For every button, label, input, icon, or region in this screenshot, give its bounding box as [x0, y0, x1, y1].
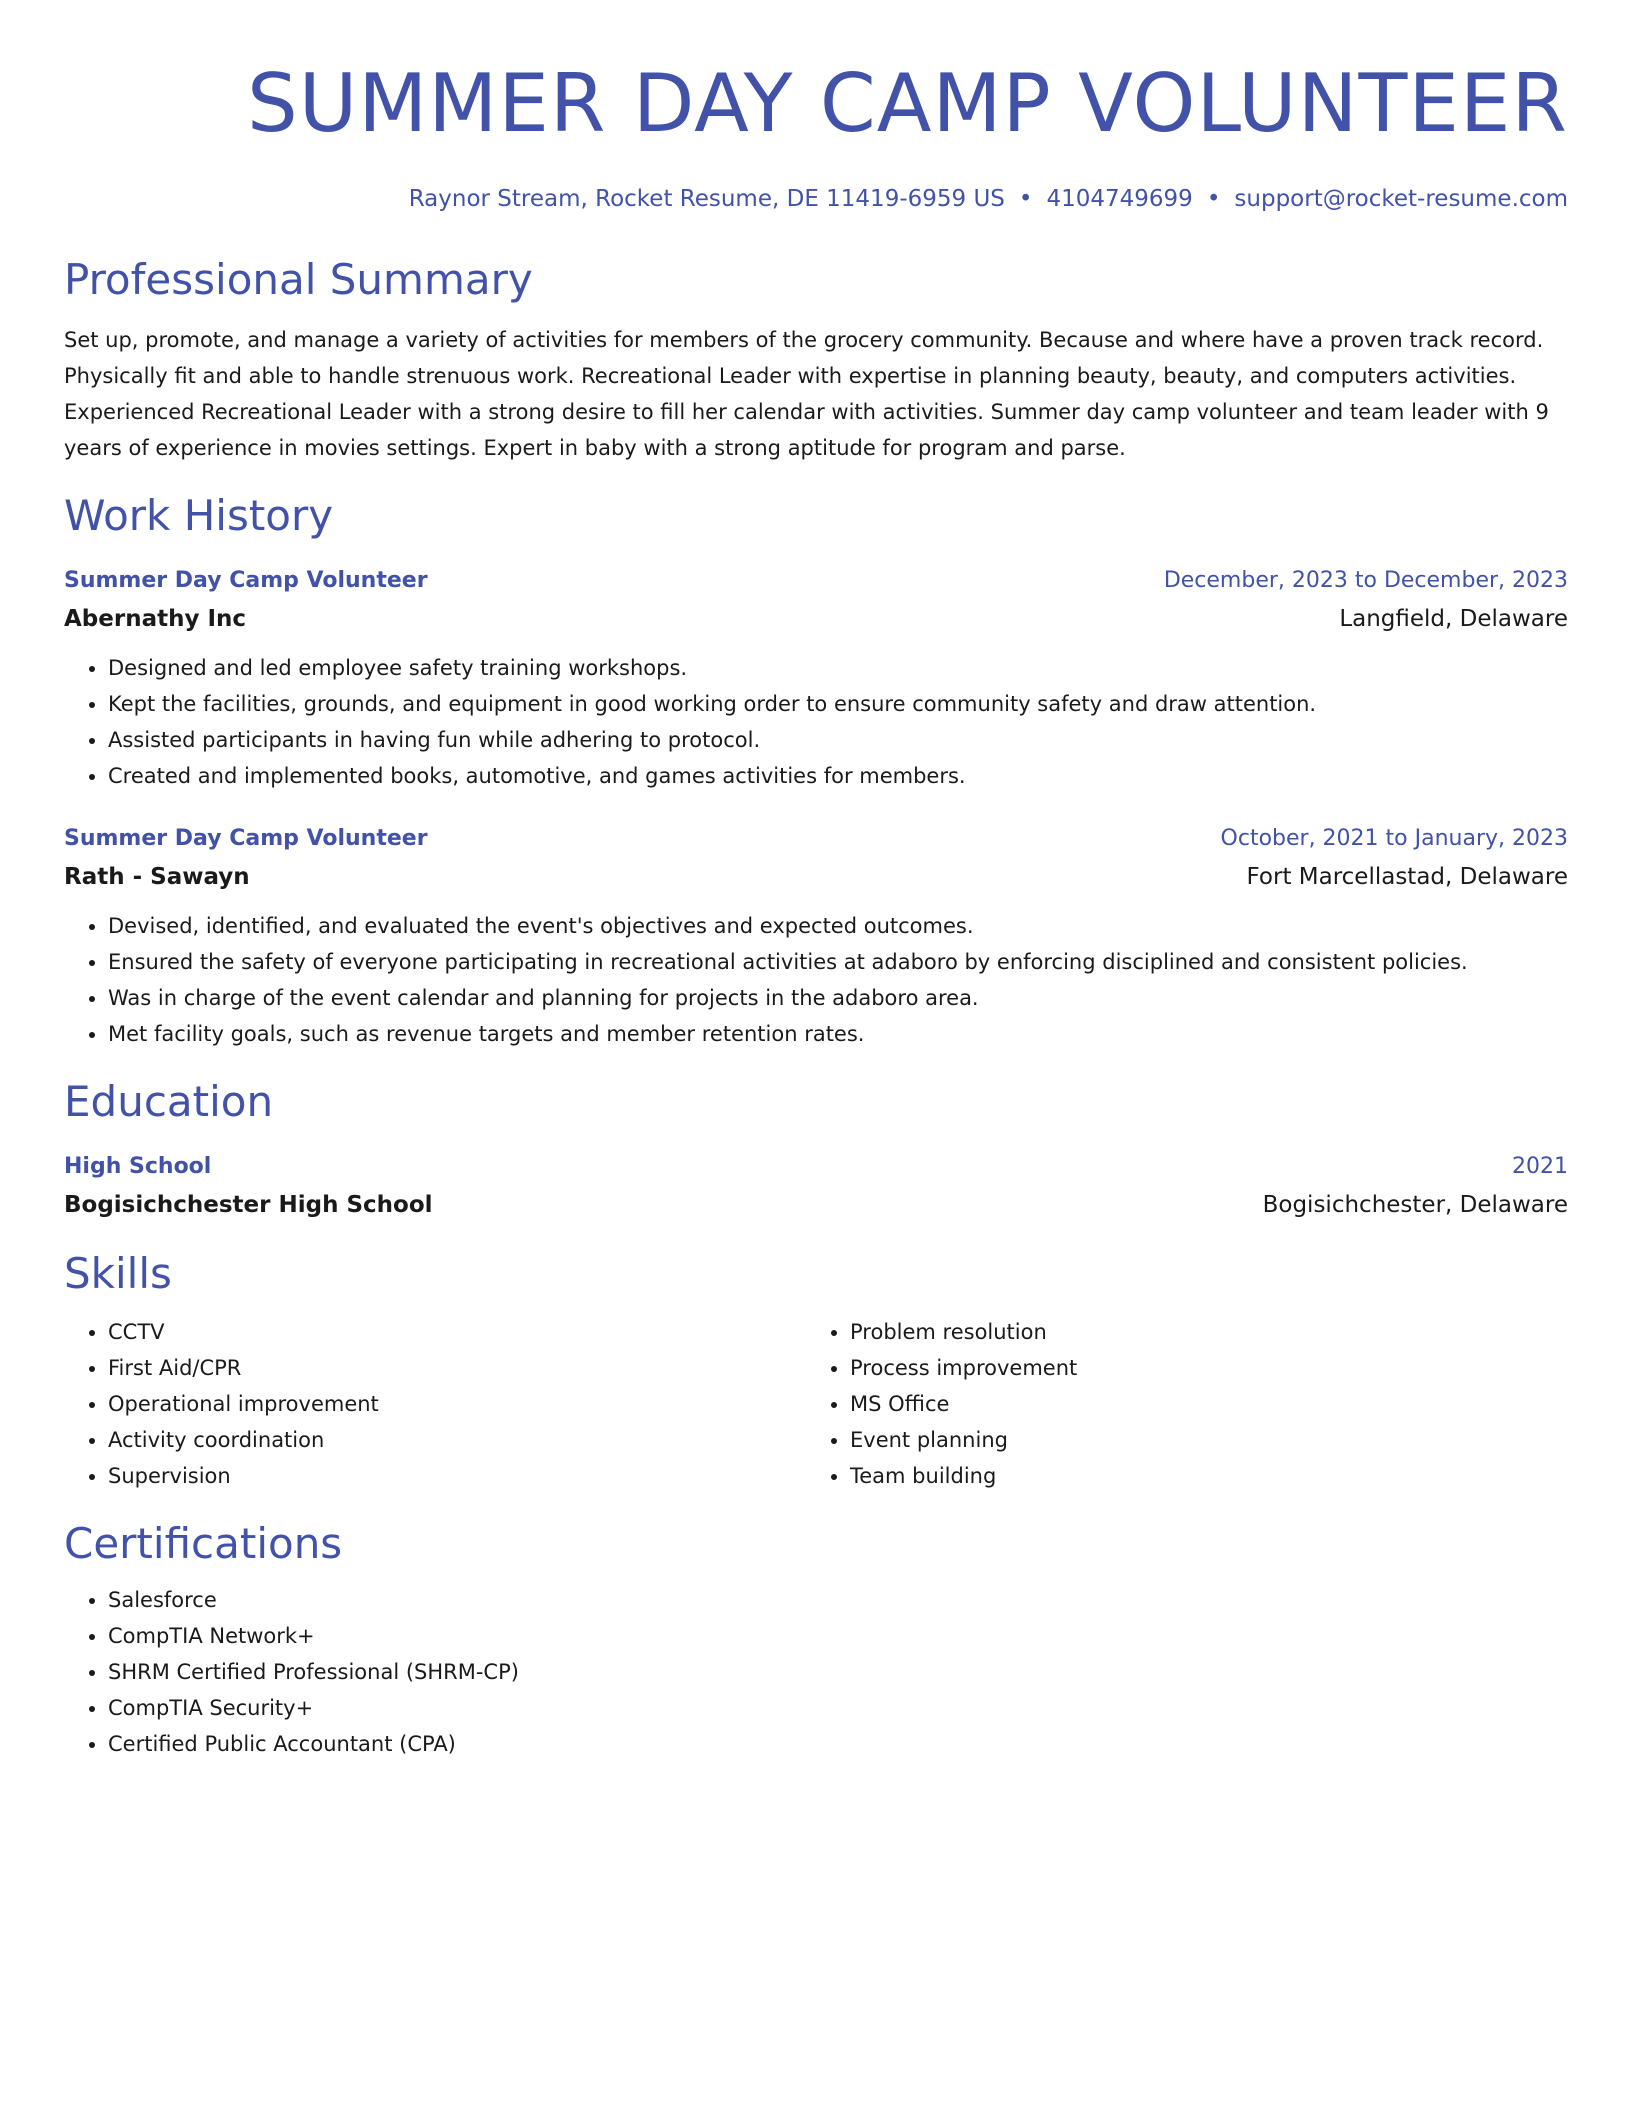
- certification-item: • SHRM Certified Professional (SHRM-CP): [108, 1654, 1568, 1690]
- job-bullets: [64, 908, 1568, 1052]
- education-degree: High School: [64, 1154, 212, 1179]
- contact-line: [64, 186, 1568, 212]
- job-entry: [64, 562, 1568, 794]
- skill-item: • Process improvement: [850, 1350, 1548, 1386]
- certifications-heading: Certifications: [64, 1519, 343, 1568]
- contact-separator: •: [1018, 186, 1033, 212]
- contact-email: support@rocket-resume.com: [1234, 186, 1568, 212]
- job-bullet: • Assisted participants in having fun while adhering to protocol.: [108, 722, 1568, 758]
- education-location: Bogisichchester, Delaware: [1262, 1192, 1568, 1218]
- job-dates: December, 2023 to December, 2023: [1163, 568, 1568, 593]
- skills-heading: Skills: [64, 1249, 172, 1298]
- job-bullet: • Devised, identified, and evaluated the event's objectives and expected outcomes.: [108, 908, 1568, 944]
- skill-item: • CCTV: [108, 1314, 806, 1350]
- skill-item: • Activity coordination: [108, 1422, 806, 1458]
- work-history-heading: Work History: [64, 491, 334, 540]
- job-bullet: • Was in charge of the event calendar and planning for projects in the adaboro area.: [108, 980, 1568, 1016]
- skills-columns: [64, 1314, 1568, 1494]
- skills-column-right: [806, 1314, 1548, 1494]
- skills-column-left: [64, 1314, 806, 1494]
- contact-phone: 4104749699: [1046, 186, 1193, 212]
- certification-item: • Certified Public Accountant (CPA): [108, 1726, 1568, 1762]
- job-entry: [64, 820, 1568, 1052]
- certifications-list: [64, 1582, 1568, 1762]
- skill-item: • Supervision: [108, 1458, 806, 1494]
- summary-text: Set up, promote, and manage a variety of activities for members of the grocery community. Because and where have a proven track record. Physically fit and able to handle strenuous work. Recreational Leader with expertise in planning beauty, beauty, and computers activities. Experienced Recreational Leader with a strong desire to fill her calendar with activities. Summer day camp volunteer and team leader with 9 years of experience in movies settings. Expert in baby with a strong aptitude for program and parse.: [64, 328, 1549, 460]
- skill-item: • Team building: [850, 1458, 1548, 1494]
- job-location: Langfield, Delaware: [1339, 606, 1568, 632]
- education-entry: [64, 1148, 1568, 1224]
- job-bullet: • Met facility goals, such as revenue targets and member retention rates.: [108, 1016, 1568, 1052]
- job-bullet: • Ensured the safety of everyone participating in recreational activities at adaboro by enforcing disciplined and consistent policies.: [108, 944, 1568, 980]
- skill-item: • First Aid/CPR: [108, 1350, 806, 1386]
- job-bullet: • Kept the facilities, grounds, and equipment in good working order to ensure community safety and draw attention.: [108, 686, 1568, 722]
- skill-item: • Event planning: [850, 1422, 1548, 1458]
- certification-item: • CompTIA Network+: [108, 1618, 1568, 1654]
- job-company: Abernathy Inc: [64, 606, 247, 632]
- job-bullet: • Designed and led employee safety training workshops.: [108, 650, 1568, 686]
- job-bullets: [64, 650, 1568, 794]
- skill-item: • MS Office: [850, 1386, 1548, 1422]
- education-year: 2021: [1512, 1154, 1568, 1179]
- resume-page: [64, 0, 1568, 1762]
- contact-address: Raynor Stream, Rocket Resume, DE 11419-6959 US: [408, 186, 1005, 212]
- education-heading: Education: [64, 1077, 274, 1126]
- certification-item: • Salesforce: [108, 1582, 1568, 1618]
- job-company: Rath - Sawayn: [64, 864, 250, 890]
- job-dates: October, 2021 to January, 2023: [1220, 826, 1568, 851]
- skill-item: • Problem resolution: [850, 1314, 1548, 1350]
- certification-item: • CompTIA Security+: [108, 1690, 1568, 1726]
- resume-title: SUMMER DAY CAMP VOLUNTEER: [246, 57, 1568, 150]
- job-role: Summer Day Camp Volunteer: [64, 568, 428, 593]
- contact-separator: •: [1206, 186, 1221, 212]
- summary-heading: Professional Summary: [64, 255, 533, 304]
- job-bullet: • Created and implemented books, automotive, and games activities for members.: [108, 758, 1568, 794]
- job-role: Summer Day Camp Volunteer: [64, 826, 428, 851]
- skill-item: • Operational improvement: [108, 1386, 806, 1422]
- job-location: Fort Marcellastad, Delaware: [1246, 864, 1568, 890]
- education-school: Bogisichchester High School: [64, 1192, 433, 1218]
